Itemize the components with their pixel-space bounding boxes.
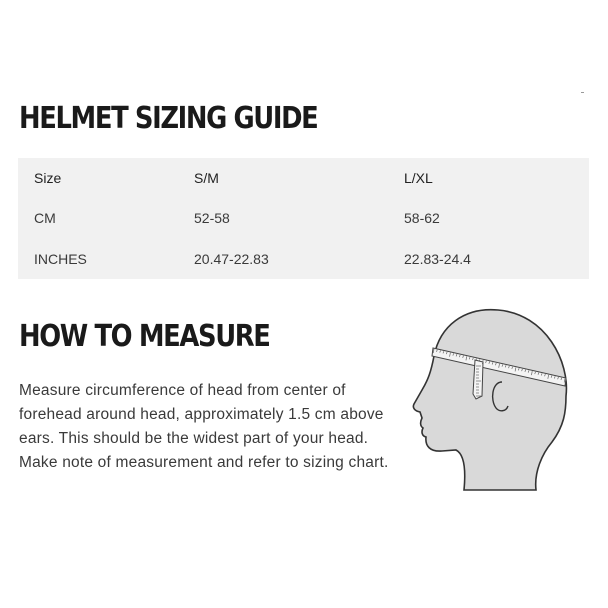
inches-sm-value: 20.47-22.83 (194, 250, 269, 267)
sizing-guide-title: HELMET SIZING GUIDE (19, 101, 318, 136)
cm-sm-value: 52-58 (194, 210, 230, 227)
header-lxl: L/XL (404, 170, 433, 187)
row-label-cm: CM (34, 210, 56, 227)
cm-lxl-value: 58-62 (404, 210, 440, 227)
corner-mark (581, 92, 584, 93)
inches-lxl-value: 22.83-24.4 (404, 250, 471, 267)
measure-instructions: Measure circumference of head from center of forehead around head, approximately 1.5 cm above ears. This should be the widest part of your head. Make note of measurement and refer to sizing chart. (19, 382, 389, 471)
table-header-row (18, 158, 589, 198)
header-size: Size (34, 170, 62, 187)
row-label-inches: INCHES (34, 250, 87, 267)
table-row (18, 239, 589, 279)
table-row (18, 198, 589, 238)
how-to-measure-title: HOW TO MEASURE (19, 319, 270, 354)
header-sm: S/M (194, 170, 219, 187)
sizing-table (18, 158, 589, 279)
head-silhouette (413, 310, 566, 490)
head-measuring-tape-icon (406, 304, 576, 494)
